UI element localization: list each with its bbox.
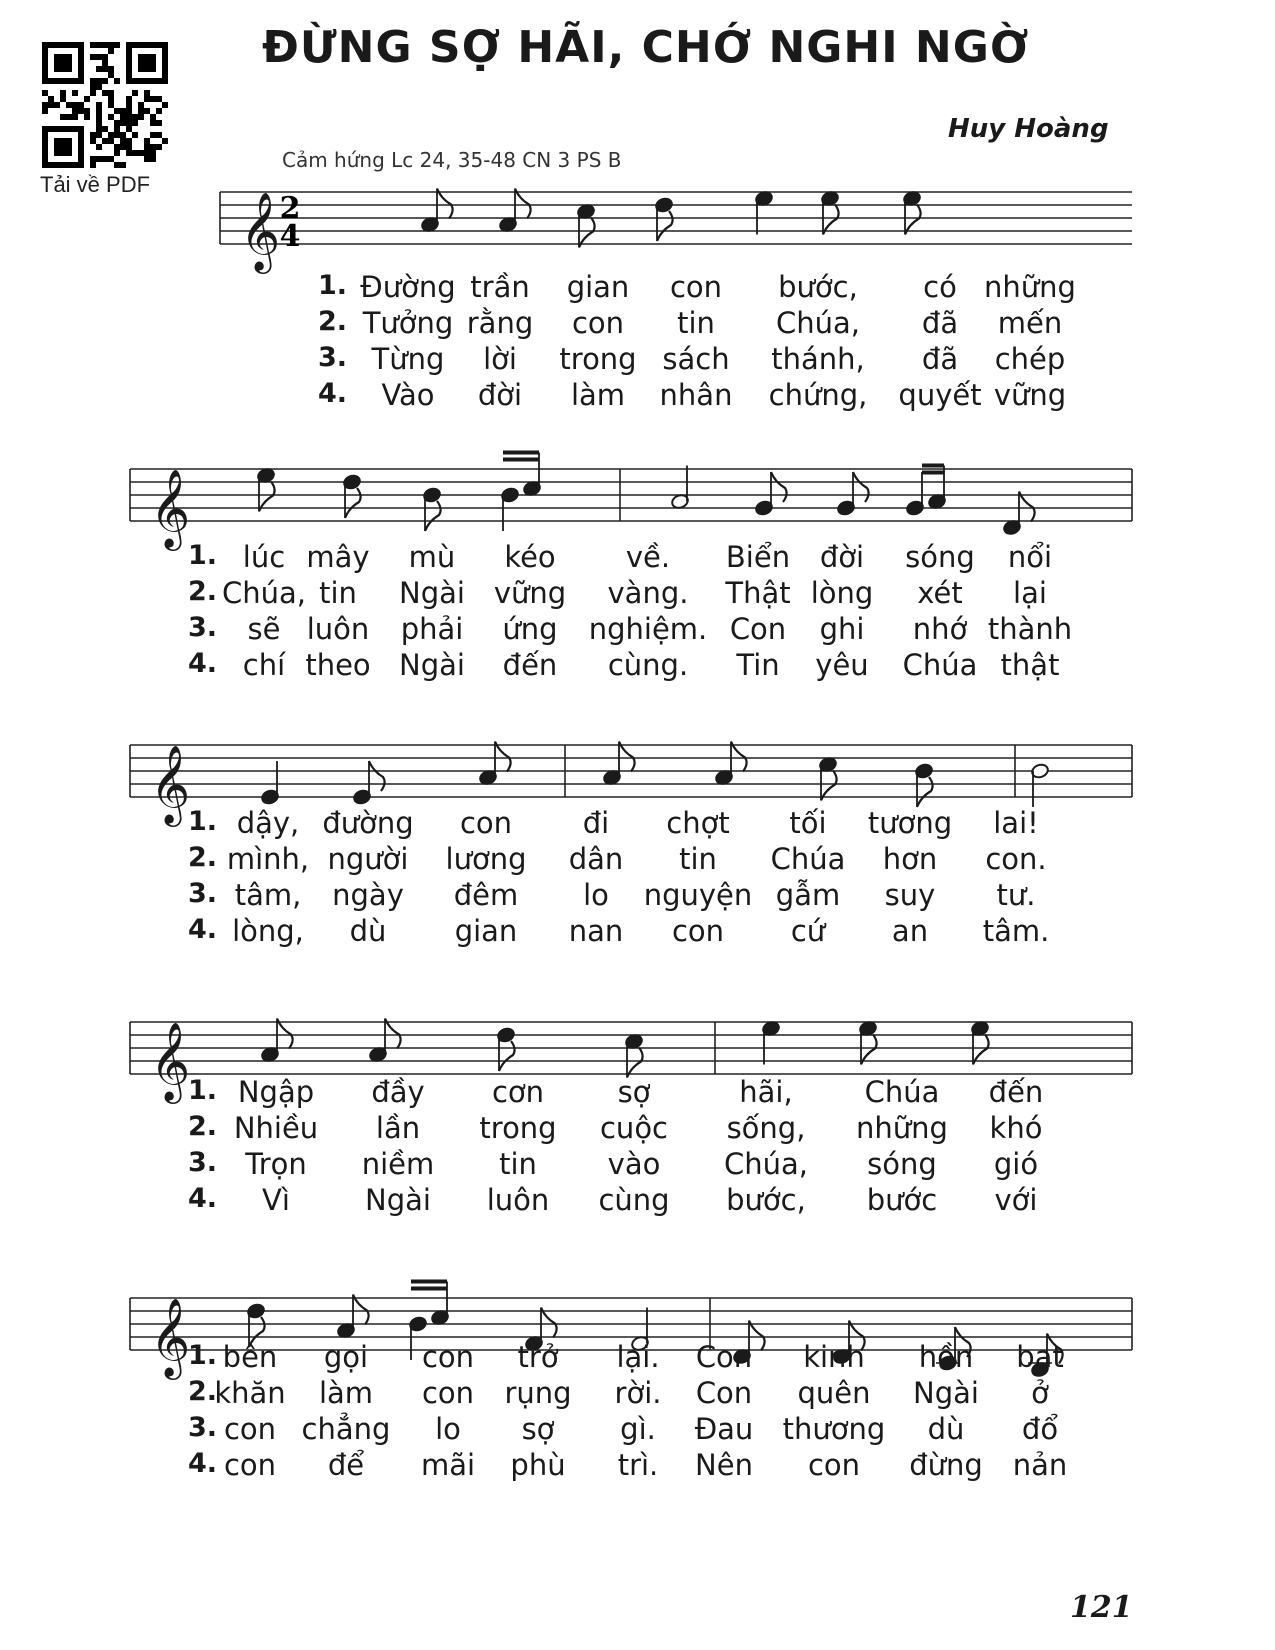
lyric-syllable: đi bbox=[582, 806, 610, 840]
lyric-syllable: tâm, bbox=[234, 878, 302, 912]
verse-number: 3. bbox=[188, 612, 218, 643]
lyric-syllable: nhớ bbox=[912, 612, 968, 646]
verse-line bbox=[0, 806, 1275, 842]
lyric-syllable: lai! bbox=[993, 806, 1039, 840]
download-pdf-link[interactable]: Tải về PDF bbox=[40, 172, 151, 197]
lyric-syllable: rằng bbox=[466, 306, 534, 340]
lyric-syllable: tối bbox=[789, 806, 827, 840]
lyric-syllable: cứ bbox=[790, 914, 826, 948]
lyric-syllable: suy bbox=[884, 878, 936, 912]
verse-line bbox=[0, 878, 1275, 914]
time-signature-top: 2 bbox=[279, 191, 301, 226]
music-note bbox=[914, 763, 933, 807]
lyric-syllable: Vào bbox=[381, 378, 435, 412]
verse-number: 3. bbox=[318, 342, 348, 373]
music-note bbox=[496, 1027, 515, 1071]
lyric-syllable: ngày bbox=[332, 878, 404, 912]
verse-line bbox=[0, 270, 1275, 306]
lyric-syllable: Con bbox=[695, 1340, 753, 1374]
lyric-syllable: sợ bbox=[617, 1075, 651, 1109]
lyric-syllable: mù bbox=[408, 540, 456, 574]
lyric-syllable: sống, bbox=[726, 1111, 806, 1145]
verse-number: 4. bbox=[188, 1448, 218, 1479]
verse-line bbox=[0, 648, 1275, 684]
lyric-syllable: tin bbox=[679, 842, 717, 876]
lyric-syllable: lúc bbox=[242, 540, 286, 574]
lyric-syllable: chứng, bbox=[768, 378, 868, 412]
lyric-syllable: nan bbox=[568, 914, 624, 948]
lyric-syllable: dù bbox=[927, 1412, 965, 1446]
lyric-syllable: Ngài bbox=[399, 576, 465, 610]
verse-number: 2. bbox=[188, 1111, 218, 1142]
lyric-syllable: trở bbox=[517, 1340, 559, 1374]
lyric-syllable: con bbox=[807, 1448, 861, 1482]
music-note bbox=[858, 1020, 877, 1064]
lyric-syllable: dù bbox=[349, 914, 387, 948]
lyric-syllable: mến bbox=[997, 306, 1063, 340]
lyric-syllable: vàng. bbox=[607, 576, 689, 610]
lyric-syllable: tin bbox=[677, 306, 715, 340]
lyric-syllable: Đau bbox=[694, 1412, 754, 1446]
lyric-syllable: bước bbox=[866, 1183, 938, 1217]
lyric-syllable: đường bbox=[322, 806, 414, 840]
lyric-syllable: nhân bbox=[659, 378, 733, 412]
music-note bbox=[422, 487, 441, 531]
lyric-syllable: có bbox=[923, 270, 957, 304]
lyric-syllable: Ngài bbox=[399, 648, 465, 682]
lyric-syllable: ứng bbox=[502, 612, 558, 646]
lyric-syllable: vững bbox=[493, 576, 567, 610]
verse-number: 2. bbox=[188, 576, 218, 607]
lyric-syllable: về. bbox=[625, 540, 671, 574]
lyric-syllable: lần bbox=[375, 1111, 421, 1145]
lyric-syllable: quên bbox=[797, 1376, 871, 1410]
lyric-syllable: cùng bbox=[598, 1183, 670, 1217]
lyric-syllable: vào bbox=[607, 1147, 661, 1181]
verse-line bbox=[0, 1412, 1275, 1448]
lyric-syllable: tin bbox=[499, 1147, 537, 1181]
lyric-syllable: Trọn bbox=[245, 1147, 307, 1181]
verse-line bbox=[0, 306, 1275, 342]
lyric-syllable: với bbox=[994, 1183, 1038, 1217]
lyric-syllable: đời bbox=[819, 540, 865, 574]
lyric-syllable: lại. bbox=[616, 1340, 660, 1374]
verse-line bbox=[0, 1111, 1275, 1147]
lyric-syllable: con bbox=[671, 914, 725, 948]
treble-clef-icon: 𝄞 bbox=[150, 745, 191, 824]
lyric-syllable: đổ bbox=[1021, 1412, 1059, 1446]
song-title: ĐỪNG SỢ HÃI, CHỚ NGHI NGỜ bbox=[262, 22, 1030, 73]
music-note bbox=[670, 466, 689, 510]
lyric-syllable: mình, bbox=[226, 842, 310, 876]
lyric-syllable: bước, bbox=[778, 270, 858, 304]
lyric-syllable: Tưởng bbox=[362, 306, 454, 340]
lyric-syllable: nổi bbox=[1007, 540, 1053, 574]
lyric-syllable: tin bbox=[319, 576, 357, 610]
verse-line bbox=[0, 342, 1275, 378]
lyric-syllable: Chúa bbox=[902, 648, 978, 682]
lyric-syllable: hồn bbox=[918, 1340, 974, 1374]
lyric-syllable: thành bbox=[987, 612, 1073, 646]
lyric-syllable: cơn bbox=[491, 1075, 545, 1109]
lyric-syllable: nản bbox=[1012, 1448, 1068, 1482]
verse-number: 1. bbox=[188, 1075, 218, 1106]
music-note bbox=[498, 189, 530, 233]
lyric-syllable: chí bbox=[242, 648, 286, 682]
lyric-syllable: chợt bbox=[666, 806, 730, 840]
lyric-syllable: đầy bbox=[371, 1075, 425, 1109]
lyric-syllable: tư. bbox=[996, 878, 1036, 912]
lyric-syllable: con bbox=[459, 806, 513, 840]
lyric-syllable: trì. bbox=[617, 1448, 659, 1482]
music-note bbox=[420, 189, 452, 233]
music-note bbox=[602, 742, 634, 786]
lyric-syllable: rụng bbox=[504, 1376, 572, 1410]
lyric-syllable: vững bbox=[993, 378, 1067, 412]
verse-number: 4. bbox=[318, 378, 348, 409]
lyric-syllable: lại bbox=[1013, 576, 1047, 610]
lyric-syllable: Từng bbox=[371, 342, 445, 376]
verse-line bbox=[0, 612, 1275, 648]
music-note bbox=[761, 1020, 780, 1064]
lyric-syllable: Đường bbox=[360, 270, 456, 304]
treble-clef-icon: 𝄞 bbox=[150, 1022, 191, 1101]
music-note bbox=[260, 1019, 292, 1063]
lyric-syllable: niềm bbox=[361, 1147, 435, 1181]
lyric-syllable: kinh bbox=[803, 1340, 865, 1374]
lyric-syllable: chép bbox=[994, 342, 1066, 376]
treble-clef-icon: 𝄞 bbox=[150, 469, 191, 548]
lyric-syllable: quyết bbox=[898, 378, 982, 412]
lyric-syllable: gẫm bbox=[775, 878, 841, 912]
lyric-syllable: phải bbox=[400, 612, 464, 646]
verse-line bbox=[0, 540, 1275, 576]
lyric-syllable: lòng bbox=[810, 576, 874, 610]
lyric-syllable: đừng bbox=[909, 1448, 983, 1482]
verse-line bbox=[0, 1075, 1275, 1111]
verse-line bbox=[0, 576, 1275, 612]
lyric-syllable: đã bbox=[921, 306, 959, 340]
verse-number: 2. bbox=[318, 306, 348, 337]
verse-number: 1. bbox=[188, 1340, 218, 1371]
lyric-syllable: khăn bbox=[214, 1376, 286, 1410]
lyric-syllable: gì. bbox=[620, 1412, 656, 1446]
lyric-syllable: đến bbox=[988, 1075, 1044, 1109]
lyric-syllable: mây bbox=[306, 540, 370, 574]
music-note bbox=[654, 197, 673, 241]
lyric-syllable: Con bbox=[729, 612, 787, 646]
lyric-syllable: bên bbox=[222, 1340, 278, 1374]
music-note bbox=[902, 190, 921, 234]
lyric-syllable: Biển bbox=[725, 540, 791, 574]
time-signature-bottom: 4 bbox=[279, 219, 301, 254]
lyric-syllable: gọi bbox=[323, 1340, 369, 1374]
music-note bbox=[818, 756, 837, 800]
music-note bbox=[260, 761, 279, 805]
verse-number: 3. bbox=[188, 1412, 218, 1443]
lyric-syllable: ghi bbox=[819, 612, 865, 646]
lyric-syllable: đến bbox=[502, 648, 558, 682]
lyric-syllable: lời bbox=[483, 342, 517, 376]
lyric-syllable: gian bbox=[454, 914, 518, 948]
verse-line bbox=[0, 1448, 1275, 1484]
music-note bbox=[714, 742, 746, 786]
lyric-syllable: khó bbox=[989, 1111, 1043, 1145]
lyric-syllable: làm bbox=[318, 1376, 374, 1410]
lyric-syllable: Chúa, bbox=[724, 1147, 808, 1181]
lyric-syllable: nghiệm. bbox=[588, 612, 708, 646]
lyric-syllable: sợ bbox=[521, 1412, 555, 1446]
lyric-syllable: bước, bbox=[726, 1183, 806, 1217]
music-note bbox=[256, 467, 275, 511]
verse-number: 3. bbox=[188, 878, 218, 909]
verse-number: 2. bbox=[188, 842, 218, 873]
lyric-syllable: nguyện bbox=[643, 878, 753, 912]
lyric-syllable: hãi, bbox=[739, 1075, 793, 1109]
lyric-syllable: yêu bbox=[815, 648, 869, 682]
lyric-syllable: lo bbox=[435, 1412, 461, 1446]
lyric-syllable: Ngập bbox=[237, 1075, 315, 1109]
music-note bbox=[1030, 763, 1049, 807]
verse-line bbox=[0, 842, 1275, 878]
music-note bbox=[478, 742, 510, 786]
verse-number: 4. bbox=[188, 914, 218, 945]
music-note bbox=[368, 1019, 400, 1063]
lyric-syllable: con. bbox=[985, 842, 1047, 876]
music-note bbox=[624, 1033, 643, 1077]
music-note bbox=[1002, 492, 1034, 536]
lyric-syllable: chẳng bbox=[301, 1412, 391, 1446]
music-note bbox=[820, 190, 839, 234]
lyric-syllable: sóng bbox=[867, 1147, 937, 1181]
lyric-syllable: luôn bbox=[306, 612, 370, 646]
treble-clef-icon: 𝄞 bbox=[240, 192, 281, 271]
lyric-syllable: tương bbox=[867, 806, 953, 840]
lyric-syllable: gió bbox=[993, 1147, 1039, 1181]
lyric-syllable: con bbox=[421, 1340, 475, 1374]
lyric-syllable: rời. bbox=[614, 1376, 662, 1410]
music-note bbox=[336, 1295, 368, 1339]
lyric-syllable: Chúa, bbox=[776, 306, 860, 340]
lyric-syllable: để bbox=[327, 1448, 365, 1482]
lyric-syllable: Ngài bbox=[365, 1183, 431, 1217]
lyric-syllable: sách bbox=[662, 342, 730, 376]
treble-clef-icon: 𝄞 bbox=[150, 1298, 191, 1377]
lyric-syllable: đêm bbox=[453, 878, 519, 912]
lyric-syllable: gian bbox=[566, 270, 630, 304]
lyric-syllable: thương bbox=[782, 1412, 886, 1446]
verse-line bbox=[0, 1147, 1275, 1183]
music-note bbox=[754, 472, 786, 516]
lyric-syllable: con bbox=[571, 306, 625, 340]
verse-number: 3. bbox=[188, 1147, 218, 1178]
lyric-syllable: kéo bbox=[504, 540, 556, 574]
lyric-syllable: Tin bbox=[736, 648, 780, 682]
page-number: 121 bbox=[1070, 1590, 1133, 1625]
lyric-syllable: Nhiều bbox=[233, 1111, 319, 1145]
lyric-syllable: tâm. bbox=[982, 914, 1050, 948]
lyric-syllable: lương bbox=[445, 842, 527, 876]
lyric-syllable: Ngài bbox=[913, 1376, 979, 1410]
lyric-syllable: người bbox=[327, 842, 409, 876]
lyric-syllable: con bbox=[223, 1412, 277, 1446]
lyric-syllable: Chúa bbox=[864, 1075, 940, 1109]
lyric-syllable: con bbox=[669, 270, 723, 304]
lyric-syllable: con bbox=[421, 1376, 475, 1410]
lyric-syllable: hơn bbox=[882, 842, 938, 876]
lyric-syllable: an bbox=[891, 914, 929, 948]
verse-line bbox=[0, 1183, 1275, 1219]
lyric-syllable: lo bbox=[583, 878, 609, 912]
lyric-syllable: đời bbox=[477, 378, 523, 412]
verse-number: 1. bbox=[188, 806, 218, 837]
music-note bbox=[836, 472, 868, 516]
lyric-syllable: lòng, bbox=[232, 914, 304, 948]
lyric-syllable: trong bbox=[559, 342, 637, 376]
verse-line bbox=[0, 914, 1275, 950]
lyric-syllable: đã bbox=[921, 342, 959, 376]
lyric-syllable: con bbox=[223, 1448, 277, 1482]
lyric-syllable: xét bbox=[917, 576, 963, 610]
verse-line bbox=[0, 1340, 1275, 1376]
lyric-syllable: cuộc bbox=[599, 1111, 669, 1145]
lyric-syllable: những bbox=[984, 270, 1076, 304]
lyric-syllable: dậy, bbox=[236, 806, 300, 840]
lyric-syllable: sóng bbox=[905, 540, 975, 574]
lyric-syllable: Con bbox=[695, 1376, 753, 1410]
verse-number: 2. bbox=[188, 1376, 218, 1407]
lyric-syllable: Chúa, bbox=[222, 576, 306, 610]
lyric-syllable: Vì bbox=[262, 1183, 290, 1217]
lyric-syllable: Nên bbox=[695, 1448, 753, 1482]
composer-name: Huy Hoàng bbox=[948, 114, 1109, 144]
verse-number: 1. bbox=[188, 540, 218, 571]
lyric-syllable: theo bbox=[305, 648, 371, 682]
lyric-syllable: sẽ bbox=[247, 612, 281, 646]
verse-line bbox=[0, 1376, 1275, 1412]
lyric-syllable: Thật bbox=[725, 576, 791, 610]
lyric-syllable: thánh, bbox=[771, 342, 865, 376]
lyric-syllable: cùng. bbox=[607, 648, 689, 682]
verse-number: 4. bbox=[188, 1183, 218, 1214]
music-note bbox=[754, 190, 773, 234]
lyric-syllable: phù bbox=[510, 1448, 566, 1482]
lyric-syllable: thật bbox=[1000, 648, 1060, 682]
lyric-syllable: luôn bbox=[486, 1183, 550, 1217]
verse-number: 1. bbox=[318, 270, 348, 301]
lyric-syllable: những bbox=[856, 1111, 948, 1145]
music-note bbox=[352, 761, 384, 805]
lyric-syllable: làm bbox=[570, 378, 626, 412]
lyric-syllable: Chúa bbox=[770, 842, 846, 876]
verse-line bbox=[0, 378, 1275, 414]
music-note bbox=[970, 1020, 989, 1064]
lyric-syllable: bạt bbox=[1016, 1340, 1064, 1374]
lyric-syllable: trong bbox=[479, 1111, 557, 1145]
music-note bbox=[576, 203, 595, 247]
verse-number: 4. bbox=[188, 648, 218, 679]
music-note bbox=[342, 474, 361, 518]
music-note bbox=[500, 453, 541, 532]
lyric-syllable: trần bbox=[470, 270, 530, 304]
lyric-syllable: mãi bbox=[420, 1448, 476, 1482]
lyric-syllable: dân bbox=[568, 842, 624, 876]
lyric-syllable: ở bbox=[1031, 1376, 1049, 1410]
scripture-inspiration: Cảm hứng Lc 24, 35-48 CN 3 PS B bbox=[282, 148, 622, 172]
